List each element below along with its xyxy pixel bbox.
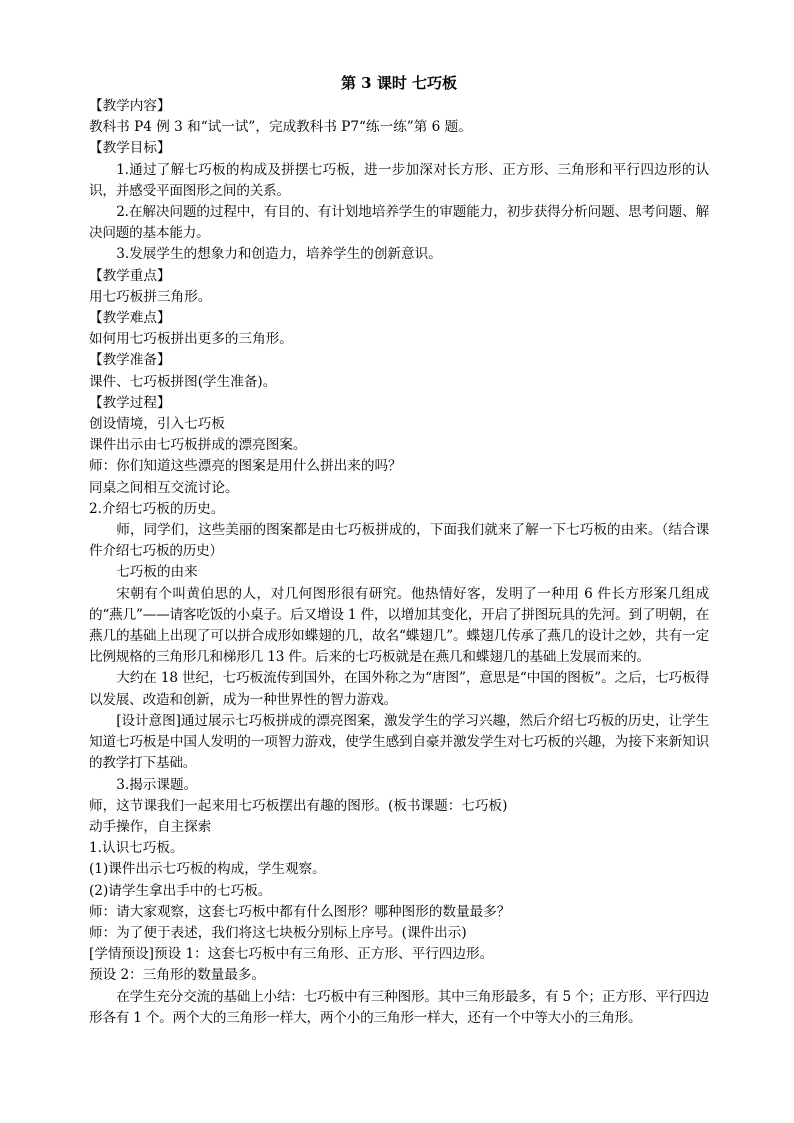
process-text: 课件出示由七巧板拼成的漂亮图案。 — [89, 437, 307, 454]
process-text: 同桌之间相互交流讨论。 — [89, 479, 239, 496]
summary-paragraph: 在学生充分交流的基础上小结：七巧板中有三种图形。其中三角形最多，有 5 个；正方形、平行四边形各有 1 个。两个大的三角形一样大，两个小的三角形一样大，还有一个中等大小的三角形。 — [89, 988, 709, 1026]
process-step-topic: 3.揭示课题。 — [116, 776, 198, 793]
subheading-origin: 七巧板的由来 — [116, 564, 198, 581]
difficulty-text: 如何用七巧板拼出更多的三角形。 — [89, 331, 293, 348]
lesson-title: 第 3 课时 七巧板 — [340, 74, 458, 92]
section-heading-key-point: 【教学重点】 — [89, 267, 171, 284]
goal-3: 3.发展学生的想象力和创造力，培养学生的创新意识。 — [116, 246, 442, 263]
process-step-history: 2.介绍七巧板的历史。 — [89, 500, 225, 517]
process-step-explore: 动手操作，自主探索 — [89, 818, 212, 835]
design-intent: [设计意图]通过展示七巧板拼成的漂亮图案，激发学生的学习兴趣，然后介绍七巧板的历史，让学生知道七巧板是中国人发明的一项智力游戏，使学生感到自豪并激发学生对七巧板的兴趣，为接下来新知识的教学打下基础。 — [89, 712, 709, 772]
teacher-question: 师：请大家观察，这套七巧板中都有什么图形？哪种图形的数量最多？ — [89, 903, 511, 920]
section-heading-difficulty: 【教学难点】 — [89, 310, 171, 327]
presupposition-2: 预设 2：三角形的数量最多。 — [89, 967, 266, 984]
history-paragraph: 大约在 18 世纪，七巧板流传到国外，在国外称之为“唐图”，意思是“中国的图板”。之后，七巧板得以发展、改造和创新，成为一种世界性的智力游戏。 — [89, 670, 709, 708]
section-heading-preparation: 【教学准备】 — [89, 352, 171, 369]
teacher-question: 师：你们知道这些漂亮的图案是用什么拼出来的吗？ — [89, 458, 402, 475]
content-text: 教科书 P4 例 3 和“试一试”，完成教科书 P7“练一练”第 6 题。 — [89, 119, 472, 136]
teacher-statement: 师，这节课我们一起来用七巧板摆出有趣的图形。(板书课题：七巧板) — [89, 797, 508, 814]
presupposition-1: [学情预设]预设 1：这套七巧板中有三角形、正方形、平行四边形。 — [89, 946, 494, 963]
section-heading-content: 【教学内容】 — [89, 98, 171, 114]
section-heading-process: 【教学过程】 — [89, 394, 171, 411]
preparation-text: 课件、七巧板拼图(学生准备)。 — [89, 373, 277, 390]
teacher-statement: 师，同学们，这些美丽的图案都是由七巧板拼成的，下面我们就来了解一下七巧板的由来。（结合课件介绍七巧板的历史） — [89, 522, 709, 560]
process-text: (2)请学生拿出手中的七巧板。 — [89, 882, 272, 899]
history-paragraph: 宋朝有个叫黄伯思的人，对几何图形很有研究。他热情好客，发明了一种用 6 件长方形案几组成的“燕几”——请客吃饭的小桌子。后又增设 1 件，以增加其变化，开启了拼图玩具的先河。到了明朝，在燕几的基础上出现了可以拼合成形如蝶翅的几，故名“蝶翅几”。蝶翅几传承了燕几的设计之妙，共有一定比例规格的三角形几和梯形几 13 件。后来的七巧板就是在燕几和蝶翅几的基础上发展而来的。 — [89, 585, 709, 666]
teacher-statement: 师：为了便于表述，我们将这七块板分别标上序号。(课件出示) — [89, 924, 467, 941]
document-body — [89, 96, 709, 1029]
section-heading-goals: 【教学目标】 — [89, 140, 171, 157]
process-text: (1)课件出示七巧板的构成，学生观察。 — [89, 861, 326, 878]
document-page — [89, 72, 709, 1029]
key-point-text: 用七巧板拼三角形。 — [89, 288, 212, 305]
process-step-intro: 创设情境，引入七巧板 — [89, 416, 225, 433]
goal-2: 2.在解决问题的过程中，有目的、有计划地培养学生的审题能力，初步获得分析问题、思考问题、解决问题的基本能力。 — [89, 204, 709, 242]
process-step-know: 1.认识七巧板。 — [89, 840, 184, 857]
goal-1: 1.通过了解七巧板的构成及拼摆七巧板，进一步加深对长方形、正方形、三角形和平行四边形的认识，并感受平面图形之间的关系。 — [89, 161, 709, 199]
